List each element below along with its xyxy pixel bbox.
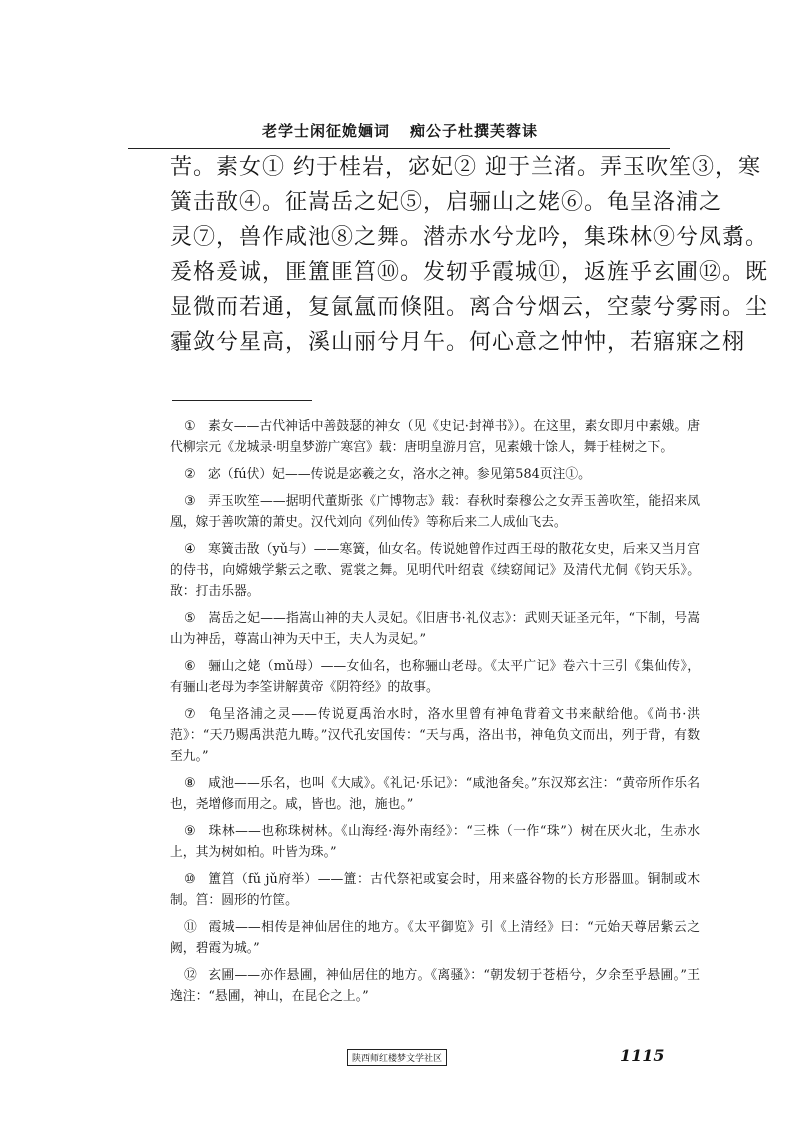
main-line: 灵⑦，兽作咸池⑧之舞。潜赤水兮龙吟，集珠林⑨兮凤翥。 — [170, 225, 769, 250]
footnote-text: 咸池——乐名，也叫《大咸》。《礼记·乐记》：“咸池备矣。”东汉郑玄注：“黄帝所作乐名也，尧增修而用之。咸，皆也。池，施也。” — [170, 776, 700, 812]
main-line: 显微而若通，复氤氲而倏阻。离合兮烟云，空蒙兮雾雨。尘 — [170, 295, 769, 320]
footnote — [170, 491, 700, 533]
footnote-text: 龟呈洛浦之灵——传说夏禹治水时，洛水里曾有神龟背着文书来献给他。《尚书·洪范》：“天乃赐禹洪范九畴。”汉代孔安国传：“天与禹，洛出书，神龟负文而出，列于背，有数至九。” — [170, 707, 700, 764]
main-line: 苦。素女① 约于桂岩，宓妃② 迎于兰渚。弄玉吹笙③，寒 — [170, 155, 761, 180]
footnote-number: ⑦ — [184, 707, 196, 722]
footnote — [170, 704, 700, 767]
footnote-text: 霞城——相传是神仙居住的地方。《太平御览》引《上清经》曰：“元始天尊居紫云之阙，碧霞为城。” — [170, 920, 700, 956]
footnote-number: ⑪ — [184, 920, 197, 935]
footnote-number: ② — [184, 467, 196, 482]
header-rule — [128, 148, 670, 149]
footnote — [170, 869, 700, 911]
running-head — [0, 120, 800, 141]
footnote-text: 宓（fú伏）妃——传说是宓羲之女，洛水之神。参见第584页注①。 — [208, 467, 591, 482]
page-number: 1115 — [620, 1046, 665, 1065]
footnote — [170, 917, 700, 959]
footnote — [170, 656, 700, 698]
running-head-right: 痴公子杜撰芙蓉诔 — [410, 122, 539, 140]
footnote-text: 珠林——也称珠树林。《山海经·海外南经》：“三株（一作“珠”）树在厌火北，生赤水上，其为树如柏。叶皆为珠。” — [170, 824, 700, 860]
footnote-number: ④ — [184, 542, 196, 557]
main-line: 霾敛兮星高，溪山丽兮月午。何心意之忡忡，若寤寐之栩 — [170, 330, 746, 355]
footnote — [170, 416, 700, 458]
footnote-number: ③ — [184, 494, 196, 509]
footnote-number: ⑧ — [184, 776, 196, 791]
footnote-number: ⑨ — [184, 824, 196, 839]
footnote — [170, 821, 700, 863]
footnote-number: ① — [184, 419, 196, 434]
footnote-text: 寒簧击敔（yǔ与）——寒簧，仙女名。传说她曾作过西王母的散花女史，后来又当月宫的侍书，向嫦娥学紫云之歌、霓裳之舞。见明代叶绍袁《续窈闻记》及清代尤侗《钧天乐》。敔：打击乐器。 — [170, 542, 700, 599]
main-line: 簧击敔④。征嵩岳之妃⑤，启骊山之姥⑥。龟呈洛浦之 — [170, 190, 723, 215]
footnote-text: 骊山之姥（mǔ母）——女仙名，也称骊山老母。《太平广记》卷六十三引《集仙传》，有骊山老母为李筌讲解黄帝《阴符经》的故事。 — [170, 659, 700, 695]
footnote — [170, 965, 700, 1007]
footnote-number: ⑩ — [184, 872, 196, 887]
main-line: 爰格爰诚，匪簠匪筥⑩。发轫乎霞城⑪，返旌乎玄圃⑫。既 — [170, 260, 769, 285]
footnote-text: 玄圃——亦作悬圃，神仙居住的地方。《离骚》：“朝发轫于苍梧兮，夕余至乎悬圃。”王逸注：“悬圃，神山，在昆仑之上。” — [170, 968, 700, 1004]
footnote-text: 素女——古代神话中善鼓瑟的神女（见《史记·封禅书》）。在这里，素女即月中素娥。唐代柳宗元《龙城录·明皇梦游广寒宫》载：唐明皇游月宫，见素娥十馀人，舞于桂树之下。 — [170, 419, 700, 455]
footnote — [170, 608, 700, 650]
footnote-rule — [172, 400, 312, 401]
footnote-number: ⑤ — [184, 611, 196, 626]
running-head-left: 老学士闲征姽婳词 — [261, 122, 390, 140]
footnote-number: ⑫ — [184, 968, 197, 983]
footnote-text: 嵩岳之妃——指嵩山神的夫人灵妃。《旧唐书·礼仪志》：武则天证圣元年，“下制，号嵩山为神岳，尊嵩山神为天中王，夫人为灵妃。” — [170, 611, 700, 647]
footnote-text: 簠筥（fǔ jǔ府举）——簠：古代祭祀或宴会时，用来盛谷物的长方形器皿。铜制或木制。筥：圆形的竹筐。 — [170, 872, 700, 908]
main-text — [170, 150, 769, 360]
footnote-text: 弄玉吹笙——据明代董斯张《广博物志》载：春秋时秦穆公之女弄玉善吹笙，能招来凤凰，嫁于善吹箫的萧史。汉代刘向《列仙传》等称后来二人成仙飞去。 — [170, 494, 700, 530]
footnote — [170, 539, 700, 602]
footnote — [170, 464, 700, 485]
footnote — [170, 773, 700, 815]
footnote-number: ⑥ — [184, 659, 196, 674]
footnotes — [170, 416, 700, 1013]
footer-stamp: 陕西师红楼梦文学社区 — [347, 1049, 447, 1066]
